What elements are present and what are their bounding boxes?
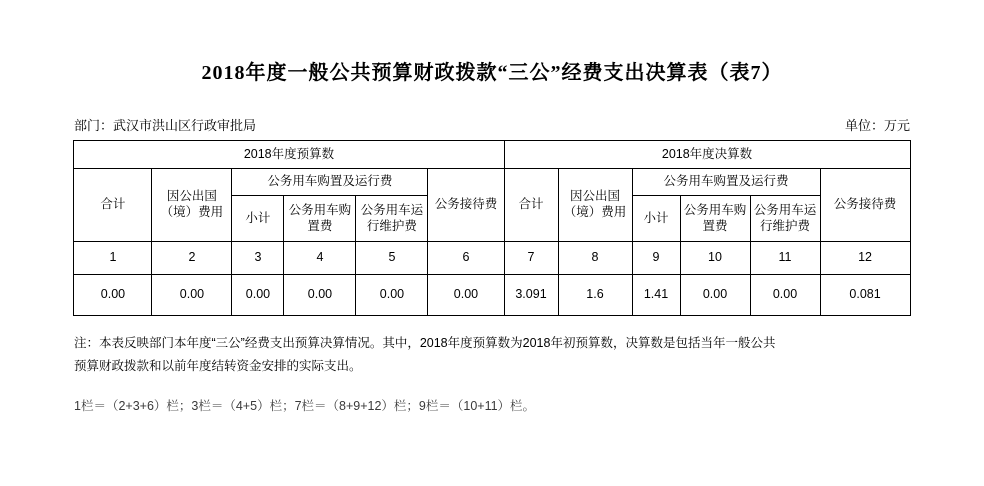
value-cell: 0.00 — [232, 275, 284, 316]
column-number-cell: 6 — [428, 242, 504, 275]
table-note-line-1: 注：本表反映部门本年度“三公”经费支出预算决算情况。其中，2018年度预算数为2018年初预算数，决算数是包括当年一般公共 — [74, 336, 776, 350]
header-final-hospitality: 公务接待费 — [820, 169, 910, 242]
table-subheader-row-1 — [74, 169, 910, 196]
value-cell: 0.00 — [284, 275, 356, 316]
header-budget-vehicle-operation: 公务用车运行维护费 — [356, 196, 428, 242]
value-cell: 0.00 — [74, 275, 152, 316]
header-final-vehicle-subtotal: 小计 — [632, 196, 680, 242]
column-number-cell: 4 — [284, 242, 356, 275]
table-row — [74, 242, 910, 275]
value-cell: 0.00 — [428, 275, 504, 316]
value-cell: 0.00 — [356, 275, 428, 316]
header-budget-abroad: 因公出国（境）费用 — [152, 169, 232, 242]
three-public-expense-table — [73, 140, 910, 316]
group-header-final: 2018年度决算数 — [504, 141, 910, 169]
column-number-cell: 1 — [74, 242, 152, 275]
header-budget-vehicle-purchase: 公务用车购置费 — [284, 196, 356, 242]
table-note — [0, 316, 984, 378]
value-cell: 3.091 — [504, 275, 558, 316]
header-final-vehicle-operation: 公务用车运行维护费 — [750, 196, 820, 242]
column-number-cell: 8 — [558, 242, 632, 275]
unit-label: 单位：万元 — [844, 118, 910, 133]
table-row — [74, 275, 910, 316]
value-cell: 0.081 — [820, 275, 910, 316]
header-budget-hospitality: 公务接待费 — [428, 169, 504, 242]
column-number-cell: 10 — [680, 242, 750, 275]
header-budget-total: 合计 — [74, 169, 152, 242]
header-final-total: 合计 — [504, 169, 558, 242]
column-number-cell: 5 — [356, 242, 428, 275]
column-number-cell: 3 — [232, 242, 284, 275]
column-number-cell: 9 — [632, 242, 680, 275]
column-number-cell: 11 — [750, 242, 820, 275]
value-cell: 1.41 — [632, 275, 680, 316]
table-note-line-2: 预算财政拨款和以前年度结转资金安排的实际支出。 — [74, 359, 362, 374]
value-cell: 0.00 — [680, 275, 750, 316]
value-cell: 1.6 — [558, 275, 632, 316]
table-group-header-row — [74, 141, 910, 169]
page-title: 2018年度一般公共预算财政拨款“三公”经费支出决算表（表7） — [201, 62, 783, 84]
value-cell: 0.00 — [152, 275, 232, 316]
department-label: 部门：武汉市洪山区行政审批局 — [74, 118, 257, 133]
meta-row — [0, 85, 984, 140]
column-number-cell: 2 — [152, 242, 232, 275]
column-number-cell: 7 — [504, 242, 558, 275]
header-budget-vehicle-group: 公务用车购置及运行费 — [232, 169, 428, 196]
header-final-abroad: 因公出国（境）费用 — [558, 169, 632, 242]
group-header-budget: 2018年度预算数 — [74, 141, 504, 169]
column-number-cell: 12 — [820, 242, 910, 275]
header-final-vehicle-group: 公务用车购置及运行费 — [632, 169, 820, 196]
formula-note: 1栏＝（2+3+6）栏；3栏＝（4+5）栏；7栏＝（8+9+12）栏；9栏＝（10+11）栏。 — [74, 399, 536, 414]
value-cell: 0.00 — [750, 275, 820, 316]
header-final-vehicle-purchase: 公务用车购置费 — [680, 196, 750, 242]
header-budget-vehicle-subtotal: 小计 — [232, 196, 284, 242]
